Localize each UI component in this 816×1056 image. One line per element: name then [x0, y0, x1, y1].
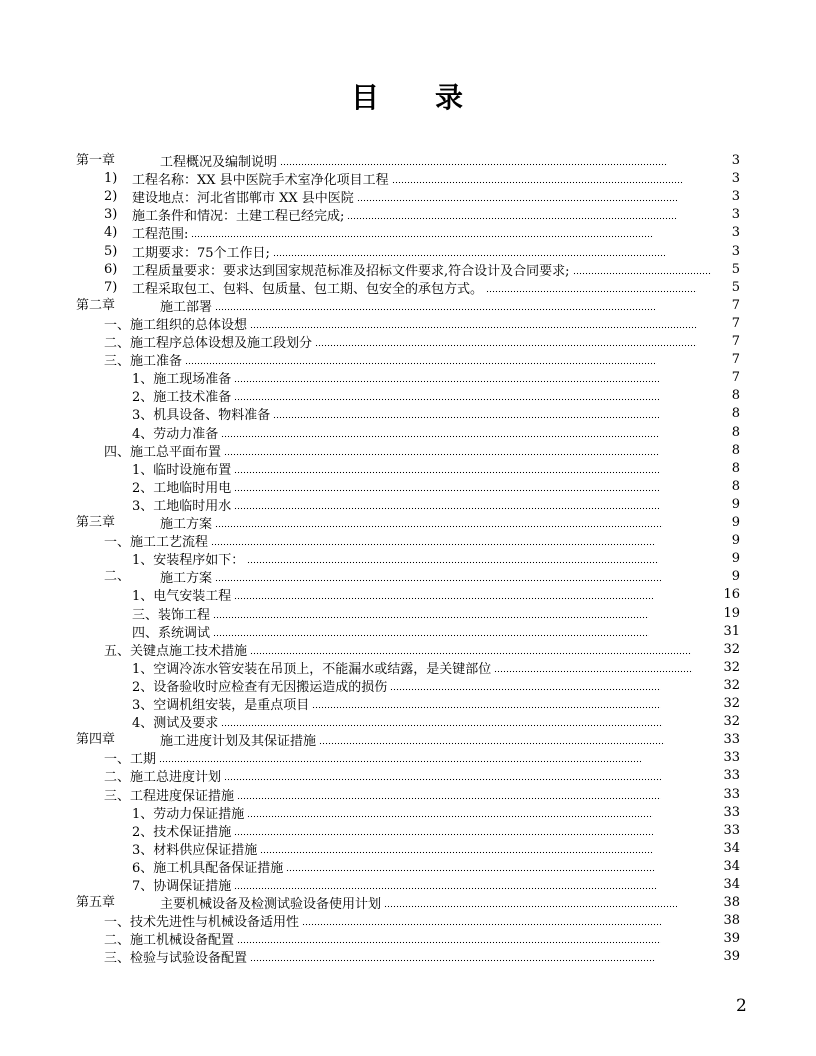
toc-entry-number: 二、: [104, 569, 131, 585]
toc-entry-title: 3、空调机组安装，是重点项目: [132, 698, 310, 713]
toc-dot-leader: [234, 387, 659, 401]
toc-entry[interactable]: [0, 659, 816, 677]
toc-dot-leader: [237, 930, 661, 944]
toc-entry-title: 1、安装程序如下：: [132, 553, 245, 569]
toc-entry-page: 34: [723, 858, 740, 874]
toc-entry-page: 32: [723, 696, 740, 711]
toc-dot-leader: [273, 243, 665, 257]
toc-entry-page: 33: [723, 750, 740, 766]
toc-entry-title: 6、施工机具配备保证措施: [132, 860, 284, 876]
toc-entry-number: 5): [104, 243, 118, 259]
toc-dot-leader: [315, 333, 697, 347]
toc-entry-title: 一、技术先进性与机械设备适用性: [104, 915, 300, 931]
toc-entry-page: 9: [731, 569, 740, 585]
toc-entry-title: 三、装饰工程: [132, 607, 211, 623]
toc-entry[interactable]: [0, 568, 816, 586]
toc-entry-page: 9: [731, 533, 740, 549]
toc-dot-leader: [494, 659, 693, 673]
toc-entry[interactable]: [0, 731, 816, 749]
toc-dot-leader: [211, 532, 655, 546]
toc-entry-title: 4、劳动力准备: [132, 426, 219, 442]
toc-entry[interactable]: [0, 948, 816, 966]
toc-entry-number: 第一章: [76, 153, 116, 168]
toc-entry[interactable]: [0, 224, 816, 242]
toc-dot-leader: [234, 369, 659, 383]
toc-dot-leader: [357, 188, 677, 202]
toc-entry-page: 16: [723, 587, 740, 603]
toc-dot-leader: [250, 315, 697, 329]
toc-dot-leader: [280, 152, 667, 166]
toc-entry[interactable]: [0, 767, 816, 785]
toc-dot-leader: [215, 568, 661, 582]
toc-entry-page: 9: [731, 496, 740, 512]
toc-entry[interactable]: [0, 786, 816, 804]
toc-entry-title: 4、测试及要求: [132, 716, 219, 732]
toc-dot-leader: [215, 297, 655, 311]
toc-title: [0, 76, 816, 116]
toc-entry-title: 施工条件和情况：土建工程已经完成;: [132, 209, 345, 225]
toc-entry-title: 3、机具设备、物料准备: [132, 408, 271, 424]
toc-entry[interactable]: [0, 713, 816, 731]
toc-entry-page: 32: [723, 677, 740, 693]
toc-entry-title: 一、施工组织的总体设想: [104, 317, 248, 333]
toc-dot-leader: [159, 749, 641, 763]
toc-entry-title: 1、临时设施布置: [132, 462, 232, 478]
toc-entry-number: 2): [104, 189, 118, 205]
toc-entry[interactable]: [0, 695, 816, 713]
toc-entry[interactable]: [0, 749, 816, 767]
toc-entry[interactable]: [0, 442, 816, 460]
toc-entry[interactable]: [0, 623, 816, 641]
toc-entry-page: 3: [731, 189, 740, 205]
toc-dot-leader: [213, 623, 649, 637]
toc-entry[interactable]: [0, 804, 816, 822]
toc-entry-title: 1、空调冷冻水管安装在吊顶上，不能漏水或结露，是关键部位: [132, 661, 492, 677]
toc-entry[interactable]: [0, 930, 816, 948]
toc-dot-leader: [573, 261, 711, 275]
toc-entry-title: 四、系统调试: [132, 625, 211, 641]
toc-entry[interactable]: [0, 351, 816, 369]
toc-entry-title: 二、施工机械设备配置: [104, 933, 235, 949]
toc-entry-page: 8: [731, 478, 740, 494]
toc-entry[interactable]: [0, 858, 816, 876]
toc-entry[interactable]: [0, 496, 816, 514]
toc-entry-page: 33: [723, 768, 740, 784]
toc-entry-title: 主要机械设备及检测试验设备使用计划: [160, 897, 382, 913]
toc-entry-title: 2、设备验收时应检查有无因搬运造成的损伤: [132, 679, 388, 695]
toc-entry[interactable]: [0, 677, 816, 695]
toc-entry-title: 施工方案: [160, 517, 213, 532]
toc-entry-number: 4): [104, 225, 118, 241]
toc-entry-number: 7): [104, 279, 118, 295]
toc-dot-leader: [247, 550, 659, 564]
toc-entry-title: 一、工期: [104, 752, 157, 768]
toc-title-char-1: 目: [350, 81, 381, 114]
toc-entry-page: 8: [731, 442, 740, 458]
toc-dot-leader: [213, 605, 649, 619]
toc-entry[interactable]: [0, 261, 816, 279]
toc-dot-leader: [486, 279, 697, 293]
toc-entry-page: 38: [723, 913, 740, 929]
toc-entry-page: 3: [731, 243, 740, 259]
toc-entry[interactable]: [0, 840, 816, 858]
toc-entry-page: 39: [723, 949, 740, 965]
toc-entry-number: 第五章: [76, 895, 116, 911]
toc-entry-title: 2、工地临时用电: [132, 480, 232, 496]
toc-entry[interactable]: [0, 532, 816, 550]
toc-entry[interactable]: [0, 279, 816, 297]
toc-entry[interactable]: [0, 297, 816, 315]
toc-dot-leader: [392, 170, 683, 184]
toc-entry-title: 2、施工技术准备: [132, 390, 232, 406]
toc-entry[interactable]: [0, 460, 816, 478]
toc-dot-leader: [185, 351, 655, 365]
toc-entry-title: 工期要求：75个工作日;: [132, 245, 270, 261]
toc-dot-leader: [224, 767, 661, 781]
toc-entry-page: 38: [723, 895, 740, 911]
toc-entry-title: 1、电气安装工程: [132, 589, 232, 605]
page-number: 2: [736, 996, 747, 1016]
toc-entry-title: 3、材料供应保证措施: [132, 842, 258, 858]
toc-dot-leader: [234, 478, 659, 492]
toc-title-char-2: 录: [435, 81, 466, 114]
toc-entry[interactable]: [0, 315, 816, 333]
toc-entry[interactable]: [0, 369, 816, 387]
toc-entry-number: 第二章: [76, 297, 116, 313]
toc-dot-leader: [237, 786, 661, 800]
toc-entry-page: 7: [731, 315, 740, 331]
toc-entry-title: 二、施工程序总体设想及施工段划分: [104, 336, 313, 351]
toc-entry-page: 7: [731, 334, 740, 349]
toc-dot-leader: [234, 822, 653, 836]
toc-entry[interactable]: [0, 424, 816, 442]
toc-dot-leader: [390, 677, 661, 691]
toc-entry-page: 9: [731, 515, 740, 530]
toc-entry[interactable]: [0, 405, 816, 423]
toc-dot-leader: [260, 840, 653, 854]
toc-entry-number: 第三章: [76, 515, 116, 530]
toc-entry-title: 四、施工总平面布置: [104, 444, 222, 460]
toc-entry-page: 34: [723, 840, 740, 856]
toc-entry-page: 3: [731, 171, 740, 187]
toc-entry-title: 三、检验与试验设备配置: [104, 951, 248, 967]
toc-entry-page: 7: [731, 370, 740, 386]
toc-dot-leader: [250, 641, 691, 655]
toc-entry-title: 施工方案: [160, 571, 213, 587]
toc-entry-page: 19: [723, 605, 740, 621]
toc-entry-page: 8: [731, 388, 740, 404]
toc-entry-title: 建设地点：河北省邯郸市 XX 县中医院: [132, 191, 354, 207]
toc-entry-page: 32: [723, 659, 740, 675]
toc-entry-page: 3: [731, 207, 740, 223]
toc-entry[interactable]: [0, 550, 816, 568]
toc-entry[interactable]: [0, 170, 816, 188]
toc-entry-page: 3: [731, 153, 740, 168]
toc-entry-page: 5: [731, 279, 740, 295]
toc-entry[interactable]: [0, 478, 816, 496]
toc-entry[interactable]: [0, 333, 816, 351]
toc-entry-page: 33: [723, 804, 740, 820]
toc-dot-leader: [302, 912, 661, 926]
toc-dot-leader: [286, 858, 655, 872]
toc-entry-title: 五、关键点施工技术措施: [104, 643, 248, 659]
toc-dot-leader: [312, 695, 661, 709]
toc-entry-page: 7: [731, 297, 740, 313]
toc-entry-page: 8: [731, 406, 740, 422]
toc-entry-title: 1、劳动力保证措施: [132, 806, 245, 822]
toc-entry-page: 33: [723, 732, 740, 748]
toc-entry-number: 1): [104, 171, 118, 187]
toc-entry[interactable]: [0, 605, 816, 623]
toc-dot-leader: [224, 442, 659, 456]
toc-entry-page: 39: [723, 931, 740, 947]
toc-dot-leader: [234, 876, 657, 890]
toc-entry-page: 5: [731, 261, 740, 277]
toc-entry-title: 工程概况及编制说明: [160, 155, 278, 170]
toc-entry-title: 1、施工现场准备: [132, 372, 232, 388]
toc-entry[interactable]: [0, 206, 816, 224]
toc-dot-leader: [234, 496, 659, 510]
toc-entry-title: 3、工地临时用水: [132, 498, 232, 514]
toc-entry[interactable]: [0, 152, 816, 170]
toc-entry-number: 6): [104, 261, 118, 277]
toc-dot-leader: [221, 713, 663, 727]
toc-dot-leader: [247, 804, 653, 818]
toc-entry[interactable]: [0, 822, 816, 840]
toc-dot-leader: [319, 731, 665, 745]
toc-entry-title: 工程质量要求：要求达到国家规范标准及招标文件要求,符合设计及合同要求;: [132, 263, 570, 279]
toc-entry-page: 3: [731, 225, 740, 241]
toc-entry-title: 施工进度计划及其保证措施: [160, 734, 317, 750]
toc-entry-page: 34: [723, 877, 740, 892]
toc-entry-page: 7: [731, 352, 740, 368]
toc-dot-leader: [273, 405, 659, 419]
toc-entry-page: 33: [723, 822, 740, 838]
toc-entry-page: 33: [723, 786, 740, 802]
toc-entry-title: 7、协调保证措施: [132, 879, 232, 894]
toc-dot-leader: [234, 460, 659, 474]
toc-entry-page: 8: [731, 424, 740, 440]
toc-entry-title: 施工部署: [160, 299, 213, 315]
toc-dot-leader: [347, 206, 677, 220]
toc-entry[interactable]: [0, 894, 816, 912]
toc-entry-page: 31: [723, 623, 740, 639]
toc-entry[interactable]: [0, 876, 816, 894]
toc-entry-title: 2、技术保证措施: [132, 824, 232, 840]
toc-dot-leader: [191, 224, 653, 238]
toc-entry-title: 工程范围:: [132, 227, 189, 243]
toc-entry[interactable]: [0, 514, 816, 532]
toc-entry-title: 三、施工准备: [104, 354, 183, 370]
toc-entry[interactable]: [0, 912, 816, 930]
toc-entry[interactable]: [0, 387, 816, 405]
toc-dot-leader: [221, 424, 659, 438]
toc-dot-leader: [234, 586, 653, 600]
toc-dot-leader: [215, 514, 663, 528]
toc-entry[interactable]: [0, 641, 816, 659]
toc-entry-page: 9: [731, 551, 740, 567]
toc-entry-page: 8: [731, 460, 740, 476]
toc-entry[interactable]: [0, 188, 816, 206]
toc-entry-number: 第四章: [76, 732, 116, 748]
toc-entry-page: 32: [723, 714, 740, 730]
toc-entry-title: 一、施工工艺流程: [104, 535, 209, 551]
toc-dot-leader: [384, 894, 677, 908]
toc-entry-number: 3): [104, 207, 118, 223]
toc-entry-page: 32: [723, 641, 740, 657]
toc-entry-title: 二、施工总进度计划: [104, 770, 222, 786]
toc-entry[interactable]: [0, 586, 816, 604]
toc-entry-title: 工程采取包工、包料、包质量、包工期、包安全的承包方式。: [132, 281, 484, 297]
toc-dot-leader: [250, 948, 655, 962]
toc-entry[interactable]: [0, 243, 816, 261]
toc-entry-title: 工程名称：XX 县中医院手术室净化项目工程: [132, 173, 389, 189]
toc-entry-title: 三、工程进度保证措施: [104, 788, 235, 804]
